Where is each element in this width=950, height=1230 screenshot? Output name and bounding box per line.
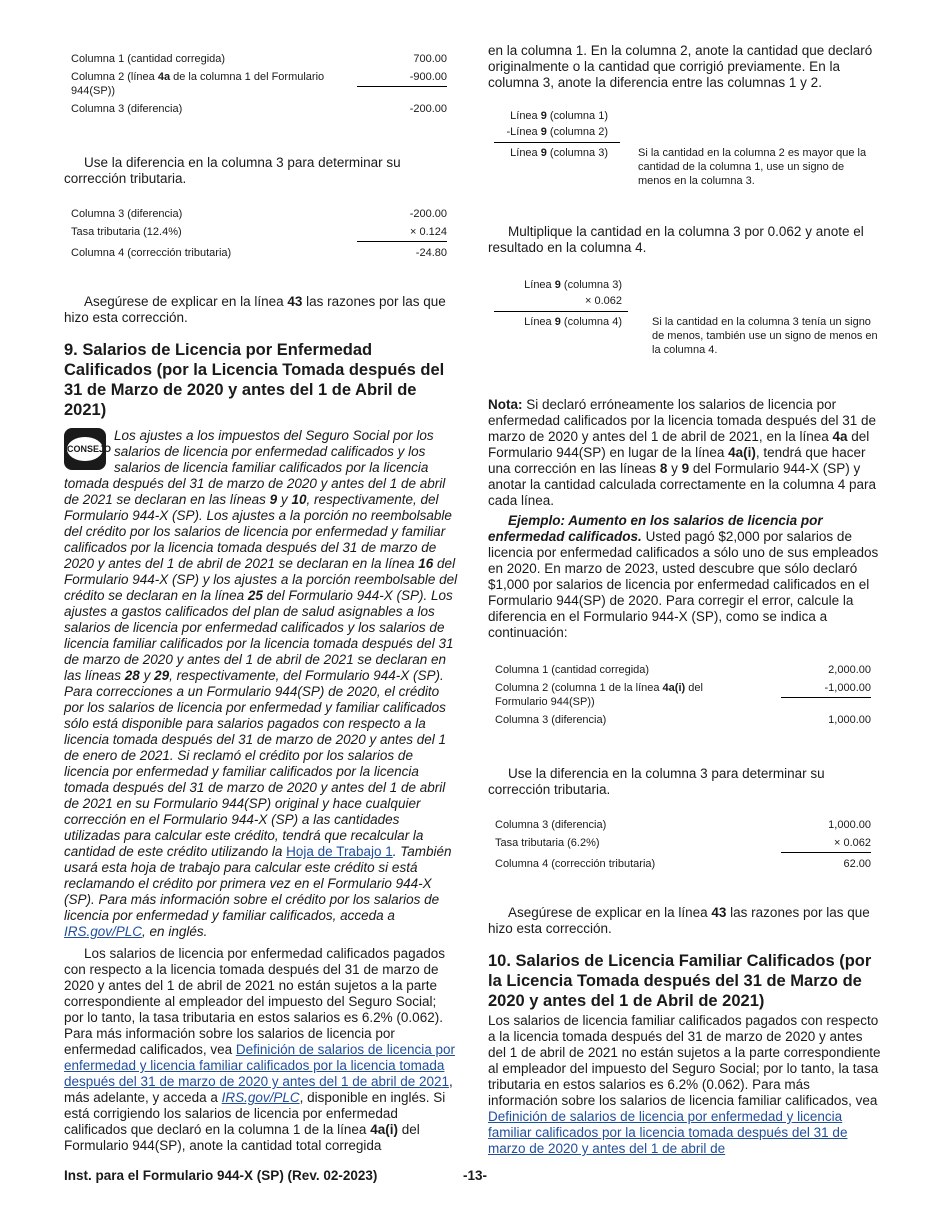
irs-plc-link[interactable]: IRS.gov/PLC	[221, 1090, 300, 1105]
paragraph: en la columna 1. En la columna 2, anote la cantidad que declaró originalmente o la cantidad que corrigió previamente. En la columna 3, anote la diferencia entre las columnas 1 y 2.	[488, 43, 873, 90]
table-row: Tasa tributaria (6.2%) × 0.062	[488, 834, 878, 855]
table-row: Tasa tributaria (12.4%) × 0.124	[64, 223, 454, 244]
paragraph: Use la diferencia en la columna 3 para determinar su corrección tributaria.	[64, 155, 401, 186]
right-column	[488, 43, 883, 1157]
table-row: Columna 1 (cantidad corregida) 700.00	[71, 53, 447, 65]
paragraph: Multiplique la cantidad en la columna 3 por 0.062 y anote el resultado en la columna 4.	[488, 224, 864, 255]
worksheet-1-link[interactable]: Hoja de Trabajo 1	[286, 844, 393, 859]
page-footer	[64, 1168, 886, 1183]
table-row: Columna 1 (cantidad corregida) 2,000.00	[495, 664, 871, 676]
table-row: Columna 3 (diferencia) -200.00	[71, 208, 447, 220]
table-row: Columna 4 (corrección tributaria) 62.00	[495, 858, 871, 870]
page-number: -13-	[463, 1168, 488, 1183]
paragraph: Use la diferencia en la columna 3 para determinar su corrección tributaria.	[488, 766, 825, 797]
paragraph: Los salarios de licencia por enfermedad calificados pagados con respecto a la licencia tomada después del 31 de marzo de 2020 y antes del 1 de abril de 2021 no están sujetos a la parte correspondiente al empleador del impuesto del Seguro Social; por lo tanto, la tasa tributaria en estos salarios es 6.2% (0.062). Para más información sobre los salarios de licencia por enfermedad calificados, vea Definición de salarios de licencia por enfermedad y licencia familiar calificados por la licencia tomada después del 31 de marzo de 2020 y antes del 1 de abril de 2021, más adelante, y acceda a IRS.gov/PLC, disponible en inglés. Si está corrigiendo los salarios de licencia por enfermedad calificados que declaró en la columna 1 de la línea 4a(i) del Formulario 944(SP), anote la cantidad total corregida	[64, 946, 455, 1153]
section-heading: 9. Salarios de Licencia por Enfermedad Calificados (por la Licencia Tomada después del 31 de Marzo de 2020 y antes del 1 de Abril de 2021)	[64, 341, 445, 419]
definition-link[interactable]: Definición de salarios de licencia por enfermedad y licencia familiar calificados por la licencia tomada después del 31 de marzo de 2020 y antes del 1 de abril de	[488, 1109, 848, 1156]
irs-plc-link[interactable]: IRS.gov/PLC	[64, 924, 143, 939]
line9-diagram: Línea 9 (columna 1) -Línea 9 (columna 2) Línea 9 (columna 3) Si la cantidad en la columna 2 es mayor que la cantidad de la columna 1, use un signo de menos en la columna 3.	[488, 109, 883, 188]
table-row: Columna 3 (diferencia) 1,000.00	[495, 819, 871, 831]
example-table-1	[64, 50, 454, 118]
left-column	[64, 40, 459, 1154]
table-row: Columna 3 (diferencia) 1,000.00	[495, 714, 871, 726]
tip-block: CONSEJO Los ajustes a los impuestos del Seguro Social por los salarios de licencia por enfermedad calificados y los salarios de licencia familiar calificados por la licencia tomada después del 31 de marzo de 2020 y antes del 1 de abril de 2021 se declaran en las líneas 9 y 10, respectivamente, del Formulario 944-X (SP). Los ajustes a la porción no reembolsable del crédito por los salarios de licencia por enfermedad y familiar calificados por la licencia tomada después del 31 de marzo de 2020 y antes del 1 de abril de 2021 se declaran en la línea 16 del Formulario 944-X (SP) y los ajustes a la porción reembolsable del crédito se declaran en la línea 25 del Formulario 944-X (SP). Los ajustes a gastos calificados del plan de salud asignables a los salarios de licencia por enfermedad calificados y los salarios de licencia familiar calificados por la licencia tomada después del 31 de marzo de 2020 y antes del 1 de abril de 2021 se declaran en las líneas 28 y 29, respectivamente, del Formulario 944-X (SP). Para correcciones a un Formulario 944(SP) de 2020, el crédito por los salarios de licencia por enfermedad y familiar calificados sólo está disponible para salarios pagados con respecto a la licencia tomada después del 31 de marzo de 2020 y antes del 1 de enero de 2021. Si reclamó el crédito por los salarios de licencia por enfermedad y familiar calificados por la licencia tomada después del 31 de marzo de 2020 y antes del 1 de abril de 2021 en su Formulario 944(SP) original y hace cualquier corrección en el Formulario 944-X (SP) a las cantidades utilizadas para calcular este crédito, tendrá que recalcular la cantidad de este crédito utilizando la Hoja de Trabajo 1. También usará esta hoja de trabajo para calcular este crédito si está reclamando el crédito por primera vez en el Formulario 944-X (SP). Para más información sobre el crédito por los salarios de licencia por enfermedad y familiar calificados, acceda a IRS.gov/PLC, en inglés.	[64, 428, 458, 939]
divider	[494, 311, 628, 312]
note-paragraph: Nota: Si declaró erróneamente los salarios de licencia por enfermedad calificados por la licencia tomada después del 31 de marzo de 2020 y antes del 1 de abril de 2021, en la línea 4a del Formulario 944(SP) en lugar de la línea 4a(i), tendrá que hacer una corrección en las líneas 8 y 9 del Formulario 944-X (SP) y anotar la cantidad calculada correctamente en la columna 4 para cada línea.	[488, 397, 876, 508]
paragraph: Asegúrese de explicar en la línea 43 las razones por las que hizo esta corrección.	[488, 905, 870, 936]
form-title: Inst. para el Formulario 944-X (SP) (Rev. 02-2023)	[64, 1168, 378, 1183]
section-heading: 10. Salarios de Licencia Familiar Calificados (por la Licencia Tomada después del 31 de Marzo de 2020 y antes del 1 de Abril de 2021)	[488, 952, 872, 1010]
consejo-icon: CONSEJO	[64, 428, 106, 470]
definition-link[interactable]: Definición de salarios de licencia por enfermedad y licencia familiar calificados por la licencia tomada después del 31 de marzo de 2020 y antes del 1 de abril de 2021	[64, 1042, 455, 1089]
table-row: Columna 2 (columna 1 de la línea 4a(i) del Formulario 944(SP)) -1,000.00	[495, 682, 871, 708]
example-table-4	[488, 816, 878, 873]
table-row: Columna 3 (diferencia) -200.00	[71, 103, 447, 115]
example-table-2	[64, 205, 454, 262]
table-row: Columna 4 (corrección tributaria) -24.80	[71, 247, 447, 259]
paragraph: Los salarios de licencia familiar calificados pagados con respecto a la licencia tomada después del 31 de marzo de 2020 y antes del 1 de abril de 2021 no están sujetos a la parte correspondiente al empleador del impuesto del Seguro Social; por lo tanto, la tasa tributaria en estos salarios es 6.2% (0.062). Para más información sobre los salarios de licencia familiar calificados, vea Definición de salarios de licencia por enfermedad y licencia familiar calificados por la licencia tomada después del 31 de marzo de 2020 y antes del 1 de abril de	[488, 1013, 881, 1156]
table-row: Columna 2 (línea 4a de la columna 1 del Formulario 944(SP)) -900.00	[71, 71, 447, 97]
line9-multiply-diagram: Línea 9 (columna 3) × 0.062 Línea 9 (columna 4) Si la cantidad en la columna 3 tenía un signo de menos, también use un signo de menos en la columna 4.	[488, 278, 883, 357]
paragraph: Asegúrese de explicar en la línea 43 las razones por las que hizo esta corrección.	[64, 294, 446, 325]
example-table-3	[488, 661, 878, 729]
example-paragraph: Ejemplo: Aumento en los salarios de licencia por enfermedad calificados. Usted pagó $2,000 por salarios de licencia por enfermedad calificados a sólo uno de sus empleados en 2020. En marzo de 2023, usted descubre que sólo declaró $1,000 por salarios de licencia por enfermedad calificados en el Formulario 944(SP) de 2020. Para corregir el error, calcule la diferencia en el Formulario 944-X (SP), como se indica a continuación:	[488, 513, 879, 640]
divider	[494, 142, 620, 143]
